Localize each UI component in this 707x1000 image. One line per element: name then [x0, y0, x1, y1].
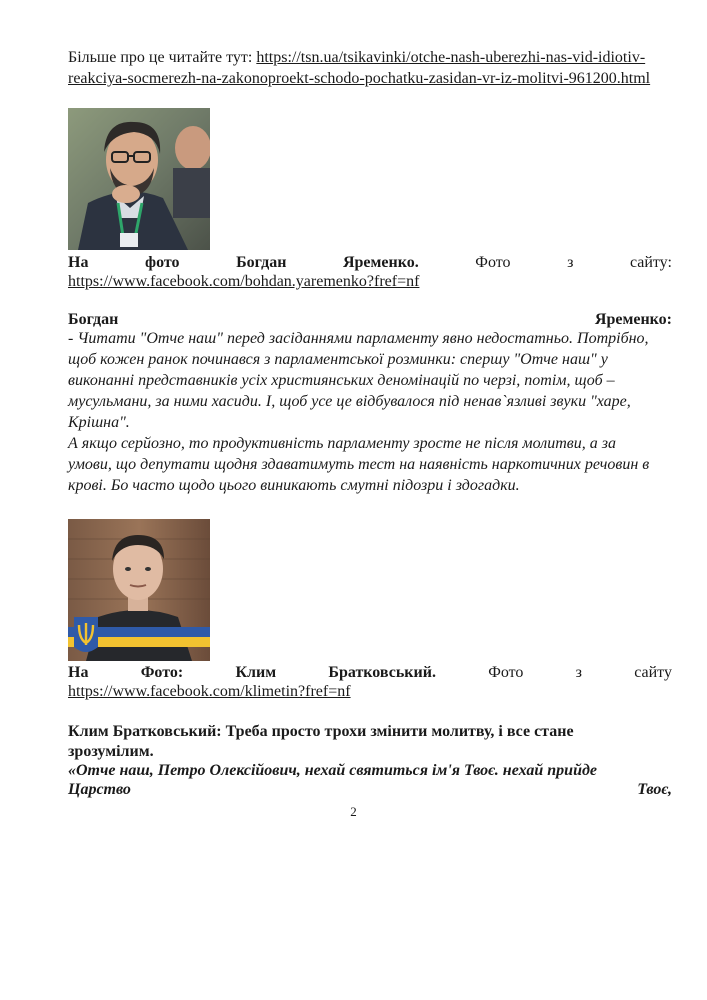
facebook-link-yaremenko[interactable]: https://www.facebook.com/bohdan.yaremenko?fref=nf — [68, 273, 420, 290]
intro-text: Більше про це читайте тут: — [68, 49, 257, 66]
photo-bohdan-yaremenko — [68, 108, 210, 250]
quote1-line: щоб кожен ранок починався з парламентської розминки: спершу "Отче наш" у — [68, 351, 608, 368]
caption2-word-foto: Фото: — [140, 664, 184, 681]
portrait-image — [68, 108, 210, 250]
quote1-line: умови, що депутати щодня здаватимуть тест на наявність наркотичних речовин в — [68, 456, 650, 473]
caption1-word-last-name: Яременко. — [342, 254, 419, 271]
quote2-line4-left: Царство — [68, 781, 131, 798]
caption1-word-site: сайту: — [629, 254, 672, 271]
quote2-line1: Клим Братковський: Треба просто трохи змінити молитву, і все стане — [68, 723, 574, 740]
quote1-author-last-name: Яременко: — [594, 311, 672, 328]
caption2-word-na: На — [68, 664, 89, 681]
quote2-line4-right: Твоє, — [637, 781, 672, 798]
caption2-word-first-name: Клим — [235, 664, 277, 681]
caption2-word-site: сайту — [634, 664, 672, 681]
quote1-author — [68, 309, 672, 330]
quote1-line: Крішна". — [68, 414, 130, 431]
caption1-word-foto: фото — [145, 254, 180, 271]
quote2-line4 — [68, 779, 672, 800]
intro-link-line2 — [68, 68, 672, 89]
quote2-line2: зрозумілим. — [68, 743, 154, 760]
caption1-word-first-name: Богдан — [236, 254, 287, 271]
caption2-word-z: з — [575, 664, 582, 681]
caption1-word-photo: Фото — [475, 254, 511, 271]
portrait-image — [68, 519, 210, 661]
intro-paragraph — [68, 47, 672, 68]
facebook-link-bratkovskyi[interactable]: https://www.facebook.com/klimetin?fref=nf — [68, 683, 351, 700]
caption-photo1 — [68, 252, 672, 273]
quote1-line: А якщо серйозно, то продуктивність парламенту зросте не після молитви, а за — [68, 435, 616, 452]
quote1-line: виконанні представників усіх християнських деномінацій по черзі, потім, щоб – — [68, 372, 615, 389]
caption1-word-na: На — [68, 254, 89, 271]
article-link-part1[interactable]: https://tsn.ua/tsikavinki/otche-nash-uberezhi-nas-vid-idiotiv- — [256, 49, 646, 66]
caption2-word-photo: Фото — [488, 664, 524, 681]
caption1-word-z: з — [567, 254, 574, 271]
caption1-link-line — [68, 271, 672, 292]
caption2-word-last-name: Братковський. — [328, 664, 436, 681]
caption2-link-line — [68, 681, 672, 702]
quote1-line: мусульмани, за ними хасиди. І, щоб усе це відбувалося під ненав`язливі звуки "харе, — [68, 393, 631, 410]
quote1-author-first-name: Богдан — [68, 311, 119, 328]
quote1-line: - Читати "Отче наш" перед засіданнями парламенту явно недостатньо. Потрібно, — [68, 330, 649, 347]
trident-icon — [74, 617, 98, 652]
quote1-line: крові. Бо часто щодо цього виникають смутні підозри і здогадки. — [68, 477, 520, 494]
photo-klym-bratkovskyi — [68, 519, 210, 661]
page-number: 2 — [350, 804, 357, 819]
quote2-line3: «Отче наш, Петро Олексійович, нехай святиться ім'я Твоє. нехай прийде — [68, 762, 597, 779]
caption-photo2 — [68, 662, 672, 683]
article-link-part2[interactable]: reakciya-socmerezh-na-zakonoproekt-schodo-pochatku-zasidan-vr-iz-molitvi-961200.html — [68, 70, 651, 87]
